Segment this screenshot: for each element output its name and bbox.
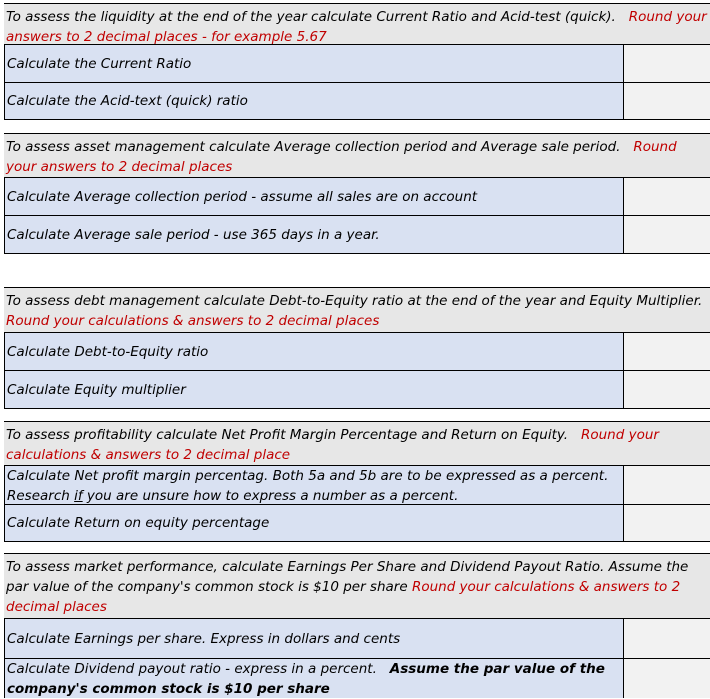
answer-cell[interactable] <box>624 178 710 215</box>
table-row <box>4 44 710 82</box>
rounding-note: Round your answers to 2 decimal places <box>6 139 677 175</box>
table-row <box>4 370 710 409</box>
row-label-line1: Calculate Net profit margin percentag. Both 5a and 5b are to be expressed as a percent. <box>7 468 609 484</box>
table-row <box>4 82 710 120</box>
section-header <box>4 287 710 332</box>
answer-cell[interactable] <box>624 216 710 253</box>
row-label: Calculate Debt-to-Equity ratio <box>5 333 624 370</box>
par-value-note: Assume the par value of the company's common stock is $10 per share <box>7 661 605 697</box>
row-label: Calculate Earnings per share. Express in dollars and cents <box>5 619 624 658</box>
research-text-underlined: if <box>74 488 83 504</box>
row-label: Calculate the Current Ratio <box>5 45 624 82</box>
row-label: Calculate Return on equity percentage <box>5 505 624 541</box>
table-row <box>4 465 710 504</box>
answer-cell[interactable] <box>624 371 710 408</box>
rounding-note: Round your calculations & answers to 2 decimal places <box>6 579 681 615</box>
section-header <box>4 133 710 177</box>
table-row <box>4 215 710 254</box>
row-label: Calculate Average sale period - use 365 days in a year. <box>5 216 624 253</box>
table-row <box>4 332 710 370</box>
row-label: Calculate Equity multiplier <box>5 371 624 408</box>
answer-cell[interactable] <box>624 466 710 504</box>
research-text-post: you are unsure how to express a number as a percent. <box>82 488 459 504</box>
header-text: To assess profitability calculate Net Profit Margin Percentage and Return on Equity. <box>6 427 569 443</box>
answer-cell[interactable] <box>624 333 710 370</box>
row-label-line2 <box>7 486 621 506</box>
answer-cell[interactable] <box>624 505 710 541</box>
table-row <box>4 504 710 542</box>
row-label: Calculate the Acid-text (quick) ratio <box>5 83 624 119</box>
header-text: To assess asset management calculate Average collection period and Average sale period. <box>6 139 621 155</box>
section-header <box>4 3 710 44</box>
row-label: Calculate Average collection period - assume all sales are on account <box>5 178 624 215</box>
research-text-pre: Research <box>7 488 75 504</box>
rounding-note: Round your calculations & answers to 2 decimal places <box>6 313 380 329</box>
section-header <box>4 421 710 465</box>
answer-cell[interactable] <box>624 83 710 119</box>
table-row <box>4 618 710 658</box>
answer-cell[interactable] <box>624 619 710 658</box>
header-text: To assess the liquidity at the end of the year calculate Current Ratio and Acid-test (quick). <box>6 9 616 25</box>
row-label <box>5 466 624 504</box>
answer-cell[interactable] <box>624 45 710 82</box>
rounding-note: Round your calculations & answers to 2 decimal place <box>6 427 659 463</box>
answer-cell[interactable] <box>624 659 710 698</box>
row-label <box>5 659 624 698</box>
header-text: To assess market performance, calculate Earnings Per Share and Dividend Payout Ratio. Assume the par value of the company's common stock is $10 per share <box>6 559 689 595</box>
section-header <box>4 553 710 618</box>
table-row <box>4 658 710 698</box>
rounding-note: Round your answers to 2 decimal places - for example 5.67 <box>6 9 707 45</box>
row-label-text: Calculate Dividend payout ratio - express in a percent. <box>7 661 377 677</box>
table-row <box>4 177 710 215</box>
header-text: To assess debt management calculate Debt-to-Equity ratio at the end of the year and Equity Multiplier. <box>6 293 703 309</box>
